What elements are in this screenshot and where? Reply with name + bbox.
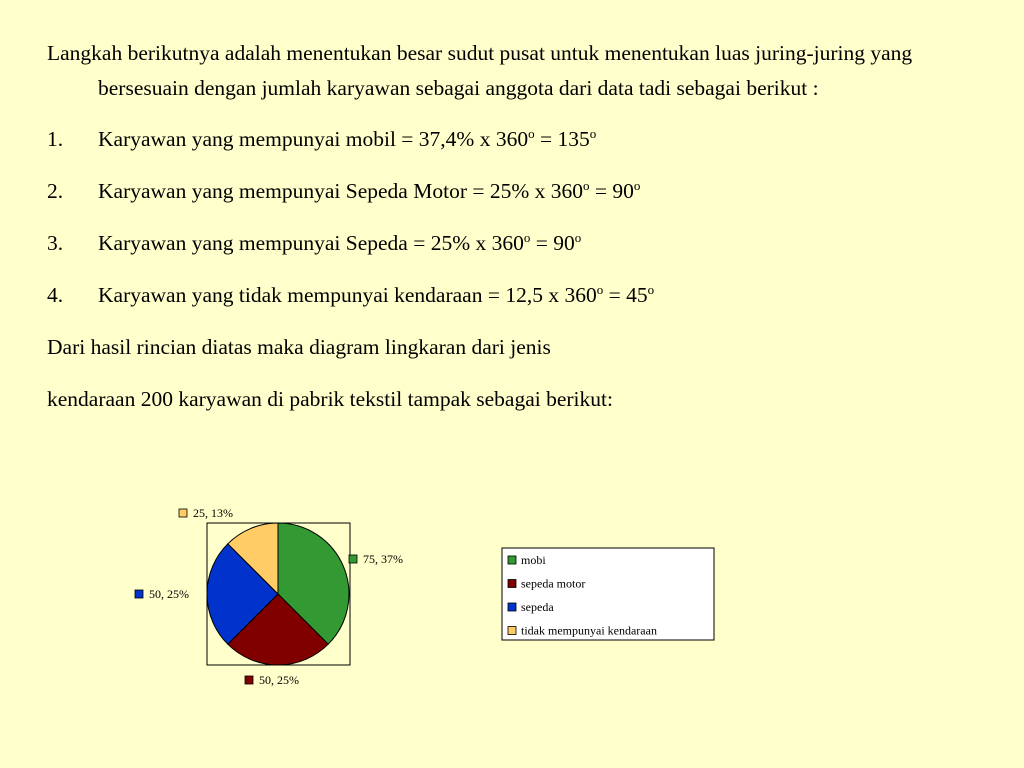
legend-key [508, 556, 516, 564]
legend-label: tidak mempunyai kendaraan [521, 623, 657, 638]
list-number: 3. [47, 231, 64, 255]
intro-paragraph: Langkah berikutnya adalah menentukan besar sudut pusat untuk menentukan luas juring-juring yang bersesuain dengan jumlah karyawan sebagai anggota dari data tadi sebagai berikut : [47, 41, 913, 100]
data-label-key [349, 555, 357, 563]
list-text: Karyawan yang tidak mempunyai kendaraan = 12,5 x $360^o = 45^o$ [98, 282, 655, 307]
legend-label: sepeda motor [521, 576, 586, 591]
list-text: Karyawan yang mempunyai Sepeda Motor = 25% x $360^o = 90^o$ [98, 178, 641, 203]
legend-label: mobi [521, 553, 546, 567]
list-number: 2. [47, 179, 64, 203]
data-label-key [135, 590, 143, 598]
data-label-key [245, 676, 253, 684]
legend-key [508, 580, 516, 588]
list-text: Karyawan yang mempunyai mobil = 37,4% x $360^o = 135^o$ [98, 126, 597, 151]
data-label-key [179, 509, 187, 517]
data-label: 25, 13% [193, 506, 233, 520]
list-number: 4. [47, 283, 64, 307]
legend-key [508, 603, 516, 611]
data-label: 75, 37% [363, 552, 403, 566]
data-label: 50, 25% [149, 587, 189, 601]
summary-line-1: Dari hasil rincian diatas maka diagram lingkaran dari jenis [47, 335, 551, 359]
data-label: 50, 25% [259, 673, 299, 687]
list-number: 1. [47, 127, 64, 151]
summary-line-2: kendaraan 200 karyawan di pabrik tekstil tampak sebagai berikut: [47, 387, 613, 411]
list-text: Karyawan yang mempunyai Sepeda = 25% x $360^o = 90^o$ [98, 230, 582, 255]
pie-slices [207, 523, 349, 665]
legend-label: sepeda [521, 600, 554, 614]
legend-key [508, 627, 516, 635]
